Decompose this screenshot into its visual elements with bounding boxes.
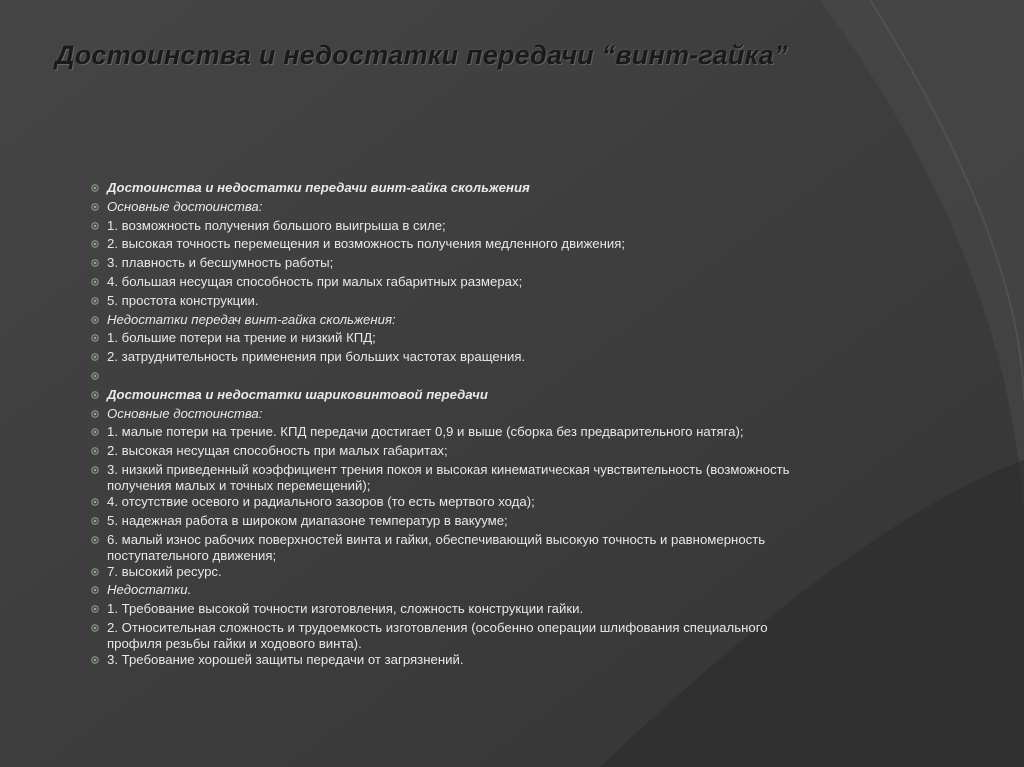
list-item — [92, 564, 812, 583]
bullet-icon — [91, 372, 99, 380]
bullet-list — [92, 180, 812, 671]
list-item-text: 4. большая несущая способность при малых габаритных размерах; — [107, 273, 523, 289]
bullet-icon — [91, 259, 99, 267]
list-item — [92, 620, 812, 652]
bullet-icon — [91, 184, 99, 192]
bullet-icon — [91, 278, 99, 286]
bullet-icon — [91, 297, 99, 305]
list-item — [92, 368, 812, 387]
bullet-icon — [91, 316, 99, 324]
bullet-icon — [91, 203, 99, 211]
list-item — [92, 601, 812, 620]
list-item-text: Недостатки передач винт-гайка скольжения: — [107, 311, 396, 327]
list-item-text: 2. высокая точность перемещения и возможность получения медленного движения; — [107, 236, 626, 252]
bullet-icon — [91, 447, 99, 455]
bullet-icon — [91, 536, 99, 544]
bullet-icon — [91, 605, 99, 613]
list-item — [92, 406, 812, 425]
list-item — [92, 513, 812, 532]
list-item — [92, 274, 812, 293]
bullet-icon — [91, 656, 99, 664]
bullet-icon — [91, 498, 99, 506]
bullet-icon — [91, 428, 99, 436]
list-item — [92, 180, 812, 199]
list-item-text: 1. Требование высокой точности изготовления, сложность конструкции гайки. — [107, 601, 584, 617]
list-item — [92, 312, 812, 331]
bullet-icon — [91, 568, 99, 576]
slide-title: Достоинства и недостатки передачи “винт-гайка” — [55, 40, 788, 70]
list-item-text: 1. малые потери на трение. КПД передачи достигает 0,9 и выше (сборка без предварительного натяга); — [107, 424, 744, 440]
list-item — [92, 199, 812, 218]
list-item-text: 2. затруднительность применения при больших частотах вращения. — [107, 349, 526, 365]
list-item-text: 3. Требование хорошей защиты передачи от загрязнений. — [107, 651, 464, 667]
list-item — [92, 330, 812, 349]
list-item-text: Основные достоинства: — [107, 198, 263, 214]
list-item-text: Основные достоинства: — [107, 405, 263, 421]
list-item-text: 3. низкий приведенный коэффициент трения покоя и высокая кинематическая чувствительность (возможность получения малых и точных перемещений); — [107, 461, 790, 493]
list-item — [92, 236, 812, 255]
list-item-text: 1. возможность получения большого выигрыша в силе; — [107, 217, 446, 233]
bullet-icon — [91, 624, 99, 632]
list-item-text: Недостатки. — [107, 582, 192, 598]
list-item-text: Достоинства и недостатки передачи винт-гайка скольжения — [107, 180, 530, 195]
bullet-icon — [91, 240, 99, 248]
list-item-text: 7. высокий ресурс. — [107, 563, 222, 579]
list-item-text: 2. высокая несущая способность при малых габаритах; — [107, 443, 448, 459]
bullet-icon — [91, 353, 99, 361]
list-item — [92, 424, 812, 443]
bullet-icon — [91, 586, 99, 594]
list-item — [92, 387, 812, 406]
list-item — [92, 494, 812, 513]
list-item — [92, 443, 812, 462]
list-item — [92, 532, 812, 564]
bullet-icon — [91, 410, 99, 418]
list-item-text: 4. отсутствие осевого и радиального зазоров (то есть мертвого хода); — [107, 493, 535, 509]
list-item — [92, 582, 812, 601]
list-item-text: 6. малый износ рабочих поверхностей винта и гайки, обеспечивающий высокую точность и равномерность поступательного движения; — [107, 531, 766, 563]
bullet-icon — [91, 391, 99, 399]
list-item — [92, 652, 812, 671]
list-item-text: 1. большие потери на трение и низкий КПД; — [107, 330, 376, 346]
list-item — [92, 218, 812, 237]
list-item-text: 2. Относительная сложность и трудоемкость изготовления (особенно операции шлифования специального профиля резьбы гайки и ходового винта). — [107, 619, 768, 651]
list-item — [92, 349, 812, 368]
list-item — [92, 293, 812, 312]
list-item-text: 3. плавность и бесшумность работы; — [107, 255, 334, 271]
bullet-icon — [91, 222, 99, 230]
bullet-icon — [91, 334, 99, 342]
list-item — [92, 255, 812, 274]
list-item-text: 5. простота конструкции. — [107, 292, 259, 308]
list-item-text: 5. надежная работа в широком диапазоне температур в вакууме; — [107, 512, 508, 528]
list-item-text: Достоинства и недостатки шариковинтовой передачи — [107, 386, 488, 402]
bullet-icon — [91, 466, 99, 474]
list-item — [92, 462, 812, 494]
bullet-icon — [91, 517, 99, 525]
